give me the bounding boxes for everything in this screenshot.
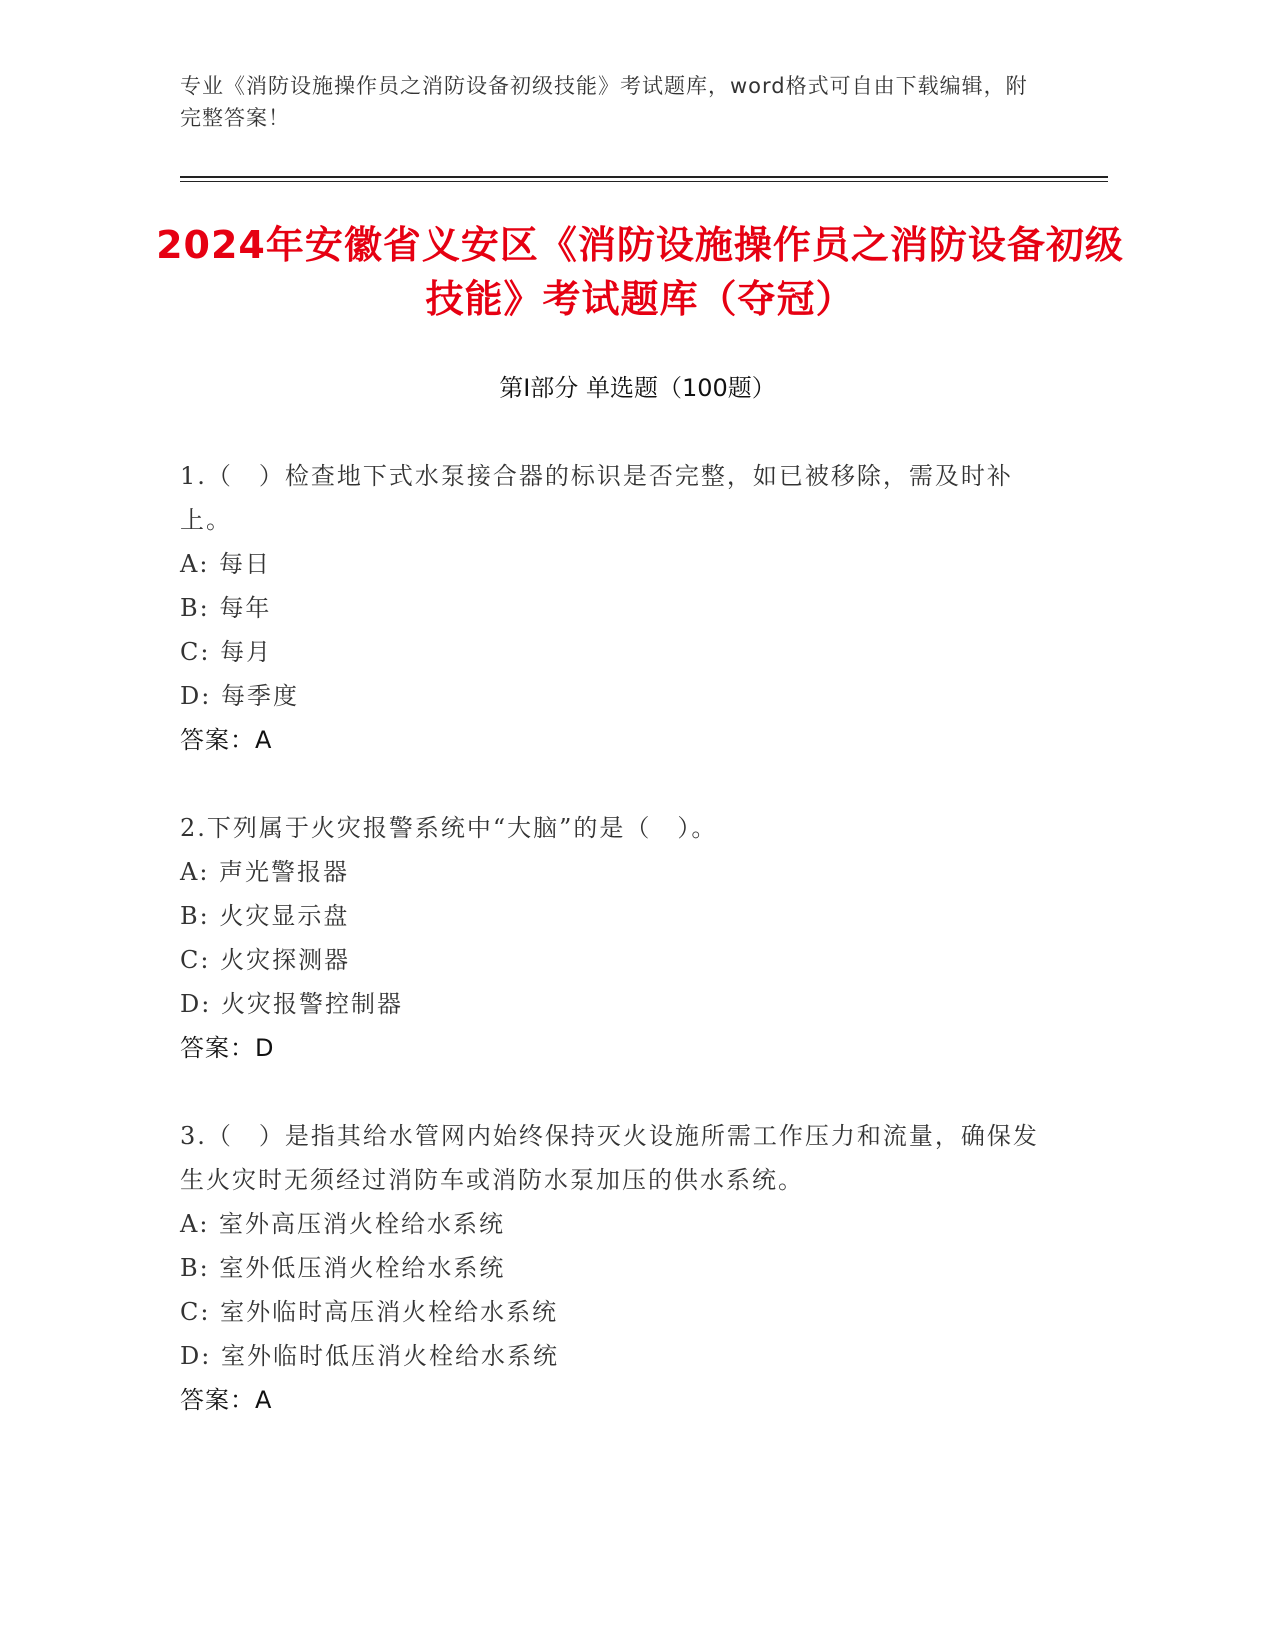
question-text: 3.（ ）是指其给水管网内始终保持灭火设施所需工作压力和流量，确保发生火灾时无须经过消防车或消防水泵加压的供水系统。: [180, 1122, 1039, 1194]
option-a: A: 每日: [180, 550, 272, 578]
option-a: A: 声光警报器: [180, 858, 350, 886]
answer: 答案：A: [180, 1386, 273, 1414]
option-c: C: 每月: [180, 638, 273, 666]
header-divider: [180, 176, 1108, 182]
question-list: [180, 454, 1040, 1466]
option-b: B: 火灾显示盘: [180, 902, 350, 930]
option-b: B: 室外低压消火栓给水系统: [180, 1254, 506, 1282]
answer: 答案：D: [180, 1034, 275, 1062]
option-c: C: 室外临时高压消火栓给水系统: [180, 1298, 559, 1326]
option-d: D: 火灾报警控制器: [180, 990, 403, 1018]
header-note: 专业《消防设施操作员之消防设备初级技能》考试题库，word格式可自由下载编辑，附完整答案！: [180, 74, 1028, 130]
document-title: 2024年安徽省义安区《消防设施操作员之消防设备初级技能》考试题库（夺冠）: [156, 223, 1124, 321]
option-d: D: 室外临时低压消火栓给水系统: [180, 1342, 559, 1370]
question-text: 2.下列属于火灾报警系统中“大脑”的是（ ）。: [180, 814, 718, 842]
question-3: [180, 1114, 1040, 1422]
question-text: 1.（ ）检查地下式水泵接合器的标识是否完整，如已被移除，需及时补上。: [180, 462, 1013, 534]
question-2: [180, 806, 1040, 1070]
option-a: A: 室外高压消火栓给水系统: [180, 1210, 506, 1238]
option-c: C: 火灾探测器: [180, 946, 351, 974]
option-b: B: 每年: [180, 594, 272, 622]
option-d: D: 每季度: [180, 682, 299, 710]
answer: 答案：A: [180, 726, 273, 754]
section-heading: 第I部分 单选题（100题）: [499, 374, 776, 402]
question-1: [180, 454, 1040, 762]
